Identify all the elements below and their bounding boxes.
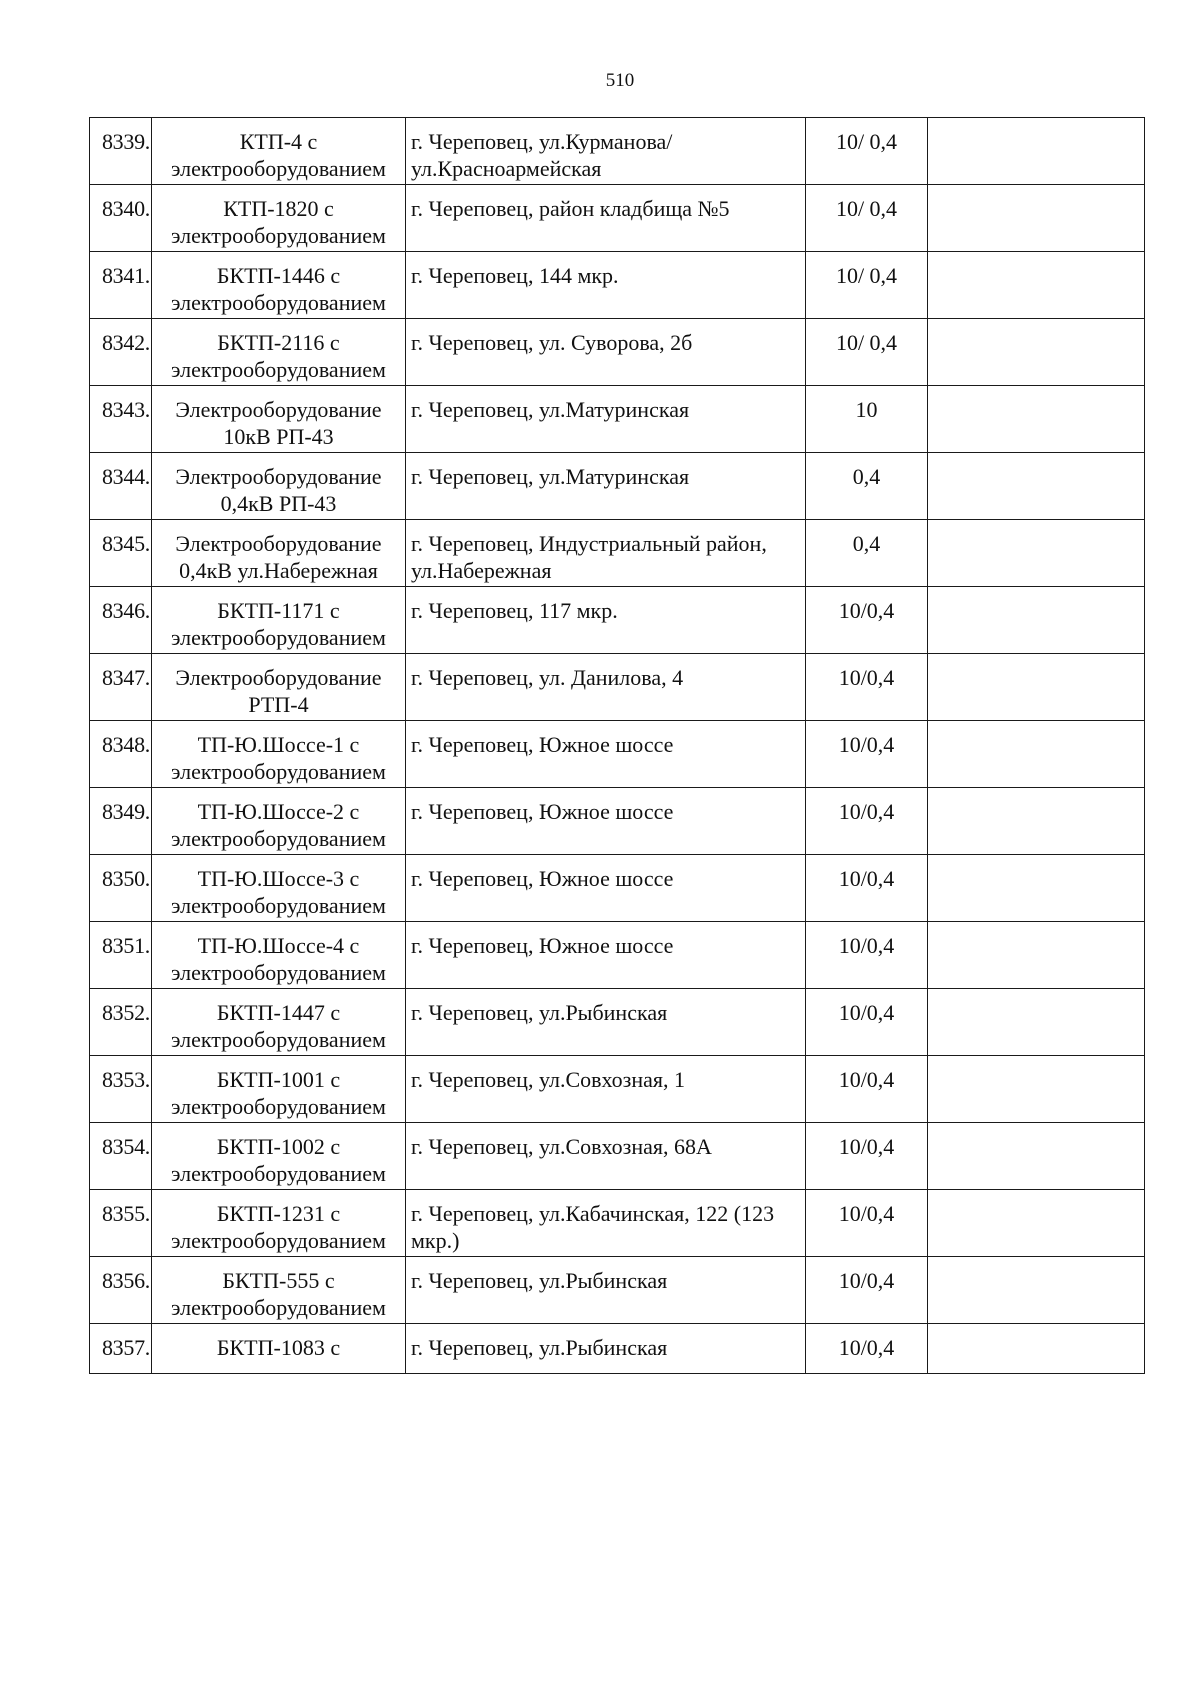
notes-cell [928,1257,1145,1324]
object-name-cell: БКТП-1171 с электрооборудованием [152,587,406,654]
object-name-cell: ТП-Ю.Шоссе-4 с электрооборудованием [152,922,406,989]
row-number-cell: 8341. [90,252,152,319]
notes-cell [928,788,1145,855]
voltage-cell: 10/0,4 [806,1056,928,1123]
address-cell: г. Череповец, ул.Рыбинская [406,989,806,1056]
object-name-cell: Электрооборудование 10кВ РП-43 [152,386,406,453]
address-cell: г. Череповец, ул.Матуринская [406,386,806,453]
row-number-cell: 8343. [90,386,152,453]
address-cell: г. Череповец, ул.Совхозная, 68А [406,1123,806,1190]
object-name-cell: ТП-Ю.Шоссе-2 с электрооборудованием [152,788,406,855]
registry-table-body [90,118,1145,1374]
notes-cell [928,855,1145,922]
voltage-cell: 0,4 [806,453,928,520]
table-row [90,922,1145,989]
voltage-cell: 10/0,4 [806,855,928,922]
voltage-cell: 10 [806,386,928,453]
object-name-cell: БКТП-1083 с [152,1324,406,1374]
address-cell: г. Череповец, ул. Данилова, 4 [406,654,806,721]
address-cell: г. Череповец, 117 мкр. [406,587,806,654]
address-cell: г. Череповец, район кладбища №5 [406,185,806,252]
table-row [90,654,1145,721]
voltage-cell: 10/0,4 [806,1257,928,1324]
object-name-cell: ТП-Ю.Шоссе-1 с электрооборудованием [152,721,406,788]
object-name-cell: Электрооборудование 0,4кВ РП-43 [152,453,406,520]
table-row [90,386,1145,453]
address-cell: г. Череповец, ул.Курманова/ул.Красноармейская [406,118,806,185]
object-name-cell: БКТП-555 с электрооборудованием [152,1257,406,1324]
row-number-cell: 8348. [90,721,152,788]
row-number-cell: 8356. [90,1257,152,1324]
notes-cell [928,1190,1145,1257]
notes-cell [928,654,1145,721]
notes-cell [928,721,1145,788]
notes-cell [928,520,1145,587]
row-number-cell: 8345. [90,520,152,587]
notes-cell [928,989,1145,1056]
voltage-cell: 10/ 0,4 [806,319,928,386]
notes-cell [928,587,1145,654]
voltage-cell: 10/0,4 [806,654,928,721]
row-number-cell: 8349. [90,788,152,855]
object-name-cell: ТП-Ю.Шоссе-3 с электрооборудованием [152,855,406,922]
object-name-cell: КТП-4 с электрооборудованием [152,118,406,185]
object-name-cell: КТП-1820 с электрооборудованием [152,185,406,252]
notes-cell [928,1324,1145,1374]
row-number-cell: 8351. [90,922,152,989]
registry-table [89,117,1145,1374]
row-number-cell: 8344. [90,453,152,520]
table-row [90,721,1145,788]
table-row [90,1257,1145,1324]
table-row [90,855,1145,922]
address-cell: г. Череповец, 144 мкр. [406,252,806,319]
table-row [90,1123,1145,1190]
table-row [90,1324,1145,1374]
table-row [90,1190,1145,1257]
address-cell: г. Череповец, ул. Суворова, 2б [406,319,806,386]
address-cell: г. Череповец, ул.Кабачинская, 122 (123 мкр.) [406,1190,806,1257]
row-number-cell: 8346. [90,587,152,654]
table-row [90,1056,1145,1123]
row-number-cell: 8350. [90,855,152,922]
row-number-cell: 8342. [90,319,152,386]
object-name-cell: БКТП-1231 с электрооборудованием [152,1190,406,1257]
object-name-cell: БКТП-2116 с электрооборудованием [152,319,406,386]
address-cell: г. Череповец, ул.Совхозная, 1 [406,1056,806,1123]
row-number-cell: 8353. [90,1056,152,1123]
row-number-cell: 8339. [90,118,152,185]
notes-cell [928,252,1145,319]
object-name-cell: Электрооборудование РТП-4 [152,654,406,721]
object-name-cell: Электрооборудование 0,4кВ ул.Набережная [152,520,406,587]
table-row [90,788,1145,855]
notes-cell [928,453,1145,520]
address-cell: г. Череповец, ул.Рыбинская [406,1257,806,1324]
address-cell: г. Череповец, Южное шоссе [406,855,806,922]
table-row [90,989,1145,1056]
object-name-cell: БКТП-1002 с электрооборудованием [152,1123,406,1190]
table-row [90,453,1145,520]
voltage-cell: 10/0,4 [806,1190,928,1257]
notes-cell [928,319,1145,386]
object-name-cell: БКТП-1446 с электрооборудованием [152,252,406,319]
notes-cell [928,118,1145,185]
voltage-cell: 10/0,4 [806,1123,928,1190]
row-number-cell: 8357. [90,1324,152,1374]
row-number-cell: 8352. [90,989,152,1056]
voltage-cell: 10/ 0,4 [806,185,928,252]
page-number: 510 [605,70,635,91]
notes-cell [928,386,1145,453]
notes-cell [928,1056,1145,1123]
notes-cell [928,922,1145,989]
object-name-cell: БКТП-1447 с электрооборудованием [152,989,406,1056]
notes-cell [928,1123,1145,1190]
address-cell: г. Череповец, Южное шоссе [406,922,806,989]
table-row [90,587,1145,654]
notes-cell [928,185,1145,252]
table-row [90,118,1145,185]
address-cell: г. Череповец, ул.Матуринская [406,453,806,520]
voltage-cell: 10/ 0,4 [806,252,928,319]
address-cell: г. Череповец, Индустриальный район, ул.Набережная [406,520,806,587]
address-cell: г. Череповец, Южное шоссе [406,788,806,855]
table-row [90,319,1145,386]
row-number-cell: 8340. [90,185,152,252]
row-number-cell: 8355. [90,1190,152,1257]
address-cell: г. Череповец, Южное шоссе [406,721,806,788]
object-name-cell: БКТП-1001 с электрооборудованием [152,1056,406,1123]
table-row [90,252,1145,319]
table-row [90,520,1145,587]
voltage-cell: 10/0,4 [806,989,928,1056]
voltage-cell: 10/0,4 [806,788,928,855]
table-row [90,185,1145,252]
row-number-cell: 8347. [90,654,152,721]
voltage-cell: 10/0,4 [806,922,928,989]
voltage-cell: 10/0,4 [806,721,928,788]
voltage-cell: 0,4 [806,520,928,587]
voltage-cell: 10/0,4 [806,1324,928,1374]
voltage-cell: 10/ 0,4 [806,118,928,185]
address-cell: г. Череповец, ул.Рыбинская [406,1324,806,1374]
row-number-cell: 8354. [90,1123,152,1190]
voltage-cell: 10/0,4 [806,587,928,654]
